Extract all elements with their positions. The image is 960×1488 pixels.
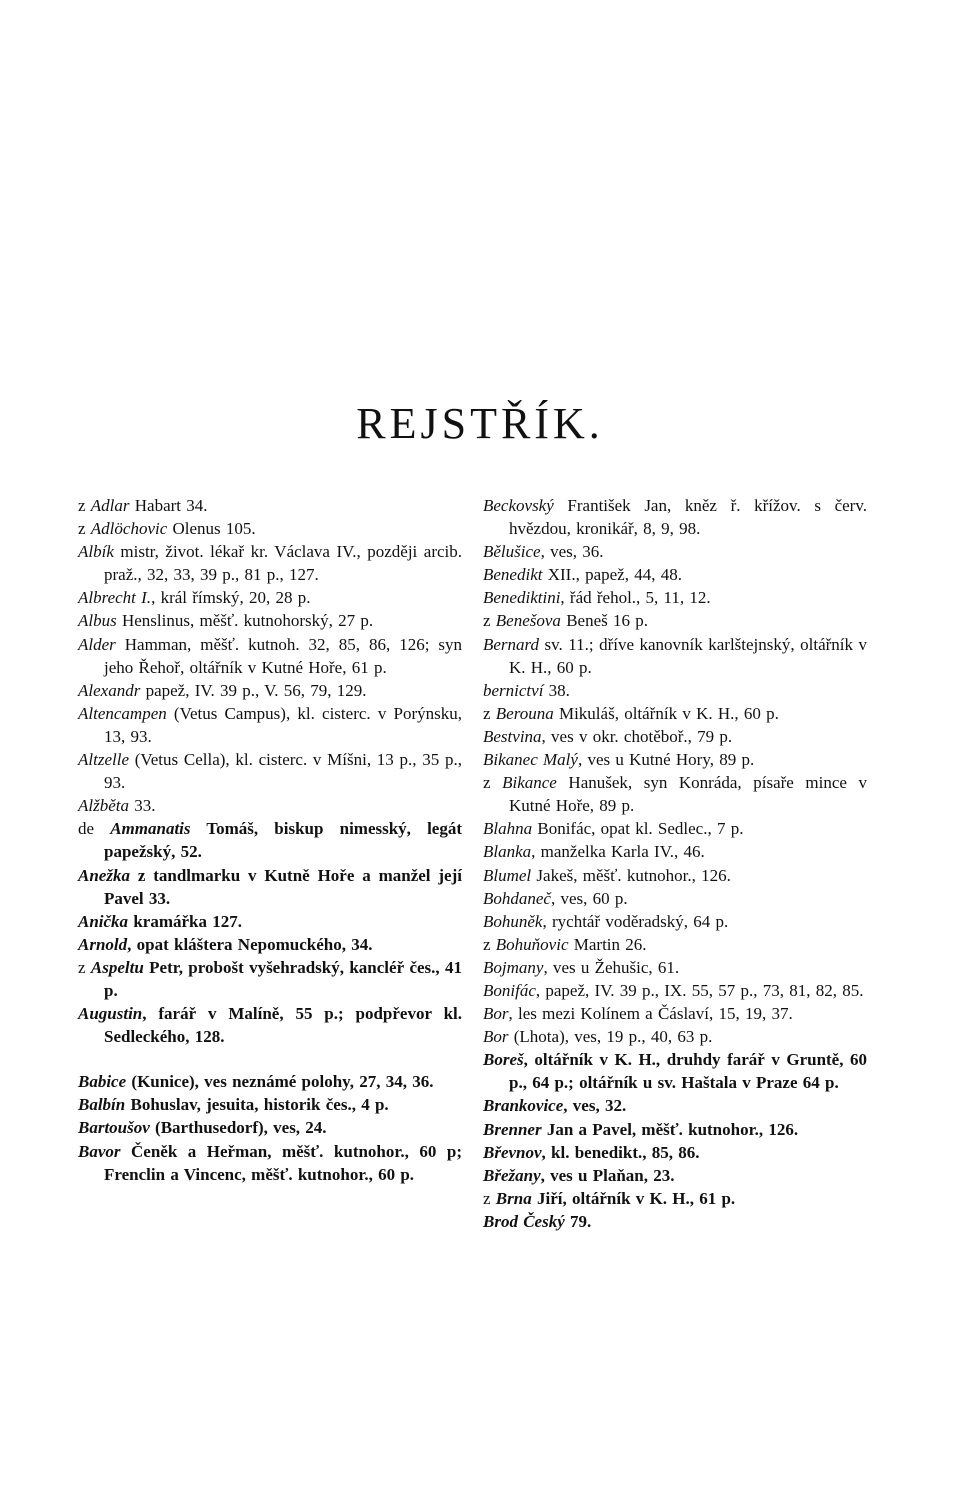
entry-headword: bernictví: [483, 680, 544, 700]
entry-headword: Bohuněk: [483, 911, 543, 931]
entry-headword: Bonifác: [483, 980, 536, 1000]
index-entry: [483, 748, 867, 771]
entry-prefix: z: [483, 1188, 496, 1208]
entry-description: Mikuláš, oltářník v K. H., 60 p.: [553, 703, 779, 723]
entry-description: Jakeš, měšť. kutnohor., 126.: [531, 865, 731, 885]
entry-headword: Bikance: [502, 773, 557, 793]
index-entry: [483, 679, 867, 702]
entry-prefix: z: [483, 611, 496, 631]
entry-description: Tomáš, biskup nimesský, legát papežský, 52.: [104, 819, 463, 862]
index-entry: [483, 1118, 867, 1141]
entry-headword: Albík: [78, 542, 114, 562]
index-entry: [78, 817, 462, 863]
entry-headword: Bikanec Malý: [483, 750, 578, 770]
entry-headword: Bojmany: [483, 957, 544, 977]
entry-description: papež, IV. 39 p., V. 56, 79, 129.: [140, 680, 367, 700]
entry-headword: Bor: [483, 1004, 509, 1024]
entry-headword: Brenner: [483, 1119, 542, 1139]
entry-description: , farář v Malíně, 55 p.; podpřevor kl. Sedleckého, 128.: [104, 1004, 462, 1047]
index-entry: [483, 540, 867, 563]
index-entry: [483, 494, 867, 540]
entry-description: , ves u Plaňan, 23.: [540, 1165, 675, 1185]
entry-headword: Bohuňovic: [495, 934, 569, 954]
entry-description: , ves u Žehušic, 61.: [543, 957, 680, 977]
entry-headword: Beckovský: [483, 496, 554, 515]
index-entry: [78, 679, 462, 702]
entry-description: Henslinus, měšť. kutnohorský, 27 p.: [116, 611, 374, 631]
page-title: REJSTŘÍK.: [356, 399, 604, 448]
index-entry: [78, 794, 462, 817]
entry-description: Čeněk a Heřman, měšť. kutnohor., 60 p; Frenclin a Vincenc, měšť. kutnohor., 60 p.: [104, 1141, 462, 1184]
entry-headword: Blumel: [483, 865, 532, 885]
entry-prefix: z: [483, 773, 503, 793]
entry-description: XII., papež, 44, 48.: [542, 565, 682, 585]
index-entry: [78, 956, 462, 1002]
index-column-left: [78, 494, 462, 1186]
entry-headword: Boreš: [483, 1050, 524, 1070]
index-entry: [78, 1140, 462, 1186]
entry-description: 79.: [564, 1211, 592, 1231]
entry-headword: Berouna: [495, 703, 554, 723]
entry-headword: Břežany: [483, 1165, 541, 1185]
entry-headword: Alžběta: [78, 796, 129, 816]
entry-description: Hamman, měšť. kutnoh. 32, 85, 86, 126; syn jeho Řehoř, oltářník v Kutné Hoře, 61 p.: [104, 634, 462, 677]
entry-description: , les mezi Kolínem a Čáslaví, 15, 19, 37.: [508, 1004, 793, 1024]
index-entry: [483, 840, 867, 863]
index-entry: [483, 1002, 867, 1025]
entry-headword: Anežka: [78, 865, 130, 885]
entry-description: , ves, 32.: [563, 1096, 627, 1116]
index-column-right: [483, 494, 867, 1233]
index-entry: [78, 1116, 462, 1139]
entry-description: , kl. benedikt., 85, 86.: [541, 1142, 700, 1162]
entry-headword: Albus: [78, 611, 117, 631]
entry-headword: Benediktini: [483, 588, 561, 608]
entry-description: (Lhota), ves, 19 p., 40, 63 p.: [508, 1027, 713, 1047]
entry-description: , papež, IV. 39 p., IX. 55, 57 p., 73, 81, 82, 85.: [535, 980, 864, 1000]
entry-headword: Bohdaneč: [483, 888, 551, 908]
entry-description: (Kunice), ves neznámé polohy, 27, 34, 36.: [126, 1072, 434, 1092]
index-entry: [483, 609, 867, 632]
index-entry: [78, 1070, 462, 1093]
entry-description: , oltářník v K. H., druhdy farář v Gruntě, 60 p., 64 p.; oltářník u sv. Haštala v Praze 64 p.: [509, 1050, 867, 1093]
entry-description: z tandlmarku v Kutně Hoře a manžel její Pavel 33.: [104, 865, 462, 908]
index-entry: [78, 586, 462, 609]
index-entry: [78, 748, 462, 794]
index-entry: [483, 1164, 867, 1187]
entry-description: 33.: [129, 796, 156, 816]
entry-description: Habart 34.: [129, 496, 208, 515]
entry-description: Hanušek, syn Konráda, písaře mince v Kutné Hoře, 89 p.: [509, 773, 867, 816]
entry-description: , ves, 36.: [540, 542, 604, 562]
index-entry: [78, 1002, 462, 1048]
entry-headword: Benedikt: [483, 565, 543, 585]
entry-prefix: de: [78, 819, 111, 839]
entry-prefix: z: [78, 519, 91, 539]
entry-description: , ves u Kutné Hory, 89 p.: [577, 750, 755, 770]
entry-headword: Bělušice: [483, 542, 541, 562]
entry-prefix: z: [483, 934, 496, 954]
index-entry: [78, 517, 462, 540]
index-entry: [483, 864, 867, 887]
entry-headword: Břevnov: [483, 1142, 542, 1162]
index-entry: [483, 910, 867, 933]
entry-description: Beneš 16 p.: [560, 611, 648, 631]
entry-description: , ves, 60 p.: [550, 888, 628, 908]
entry-headword: Bartoušov: [78, 1118, 150, 1138]
index-entry: [483, 1048, 867, 1094]
entry-description: (Vetus Campus), kl. cisterc. v Porýnsku, 13, 93.: [104, 703, 462, 746]
entry-description: mistr, život. lékař kr. Václava IV., později arcib. praž., 32, 33, 39 p., 81 p., 127.: [104, 542, 462, 585]
entry-description: František Jan, kněz ř. křížov. s červ. hvězdou, kronikář, 8, 9, 98.: [509, 496, 867, 539]
entry-headword: Albrecht I.: [78, 588, 152, 608]
entry-headword: Aspeltu: [90, 957, 144, 977]
index-entry: [78, 609, 462, 632]
entry-description: , manželka Karla IV., 46.: [531, 842, 705, 862]
entry-description: , ves v okr. chotěboř., 79 p.: [541, 726, 733, 746]
index-entry: [483, 633, 867, 679]
entry-headword: Ammanatis: [110, 819, 191, 839]
index-entry: [483, 1094, 867, 1117]
entry-headword: Benešova: [495, 611, 561, 631]
entry-headword: Adlar: [90, 496, 130, 515]
entry-headword: Arnold: [78, 934, 128, 954]
entry-headword: Alder: [78, 634, 116, 654]
entry-description: , řád řehol., 5, 11, 12.: [560, 588, 711, 608]
index-entry: [483, 1141, 867, 1164]
entry-description: Martin 26.: [568, 934, 647, 954]
index-entry: [483, 956, 867, 979]
index-entry: [483, 1025, 867, 1048]
index-entry: [78, 702, 462, 748]
entry-prefix: z: [78, 496, 91, 515]
entry-description: Bohuslav, jesuita, historik čes., 4 p.: [125, 1095, 389, 1115]
entry-description: 38.: [543, 680, 570, 700]
index-entry: [483, 725, 867, 748]
entry-headword: Bestvina: [483, 726, 542, 746]
entry-headword: Blanka: [483, 842, 532, 862]
entry-description: (Barthusedorf), ves, 24.: [149, 1118, 327, 1138]
entry-headword: Brankovice: [483, 1096, 564, 1116]
index-entry: [78, 910, 462, 933]
index-entry: [78, 933, 462, 956]
entry-headword: Blahna: [483, 819, 533, 839]
entry-description: sv. 11.; dříve kanovník karlštejnský, oltářník v K. H., 60 p.: [509, 634, 867, 677]
entry-headword: Bavor: [78, 1141, 121, 1161]
entry-headword: Babice: [78, 1072, 127, 1092]
entry-headword: Alexandr: [78, 680, 141, 700]
index-entry: [483, 979, 867, 1002]
entry-description: Bonifác, opat kl. Sedlec., 7 p.: [532, 819, 744, 839]
entry-description: , opat kláštera Nepomuckého, 34.: [127, 934, 373, 954]
entry-prefix: z: [78, 957, 91, 977]
index-entry: [483, 1187, 867, 1210]
entry-headword: Adlöchovic: [90, 519, 168, 539]
index-entry: [483, 933, 867, 956]
index-entry: [483, 1210, 867, 1233]
entry-description: kramářka 127.: [128, 911, 242, 931]
entry-description: Jan a Pavel, měšť. kutnohor., 126.: [541, 1119, 799, 1139]
entry-description: Jiří, oltářník v K. H., 61 p.: [531, 1188, 736, 1208]
entry-headword: Bor: [483, 1027, 509, 1047]
index-entry: [483, 563, 867, 586]
index-entry: [78, 540, 462, 586]
index-entry: [483, 702, 867, 725]
entry-headword: Bernard: [483, 634, 540, 654]
entry-description: Petr, probošt vyšehradský, kancléř čes., 41 p.: [104, 957, 462, 1000]
entry-headword: Augustin: [78, 1004, 143, 1024]
entry-headword: Brod Český: [483, 1211, 565, 1231]
index-entry: [78, 1093, 462, 1116]
entry-prefix: z: [483, 703, 496, 723]
index-entry: [483, 771, 867, 817]
entry-description: (Vetus Cella), kl. cisterc. v Míšni, 13 p., 35 p., 93.: [104, 750, 462, 793]
index-entry: [483, 817, 867, 840]
entry-headword: Altzelle: [78, 750, 129, 770]
entry-headword: Altencampen: [78, 703, 167, 723]
entry-description: , rychtář voděradský, 64 p.: [542, 911, 729, 931]
entry-headword: Anička: [78, 911, 129, 931]
index-entry: [483, 887, 867, 910]
index-entry: [78, 864, 462, 910]
entry-description: Olenus 105.: [167, 519, 256, 539]
index-entry: [78, 494, 462, 517]
entry-description: , král římský, 20, 28 p.: [151, 588, 311, 608]
index-entry: [483, 586, 867, 609]
entry-headword: Balbín: [78, 1095, 126, 1115]
index-entry: [78, 633, 462, 679]
entry-headword: Brna: [495, 1188, 532, 1208]
